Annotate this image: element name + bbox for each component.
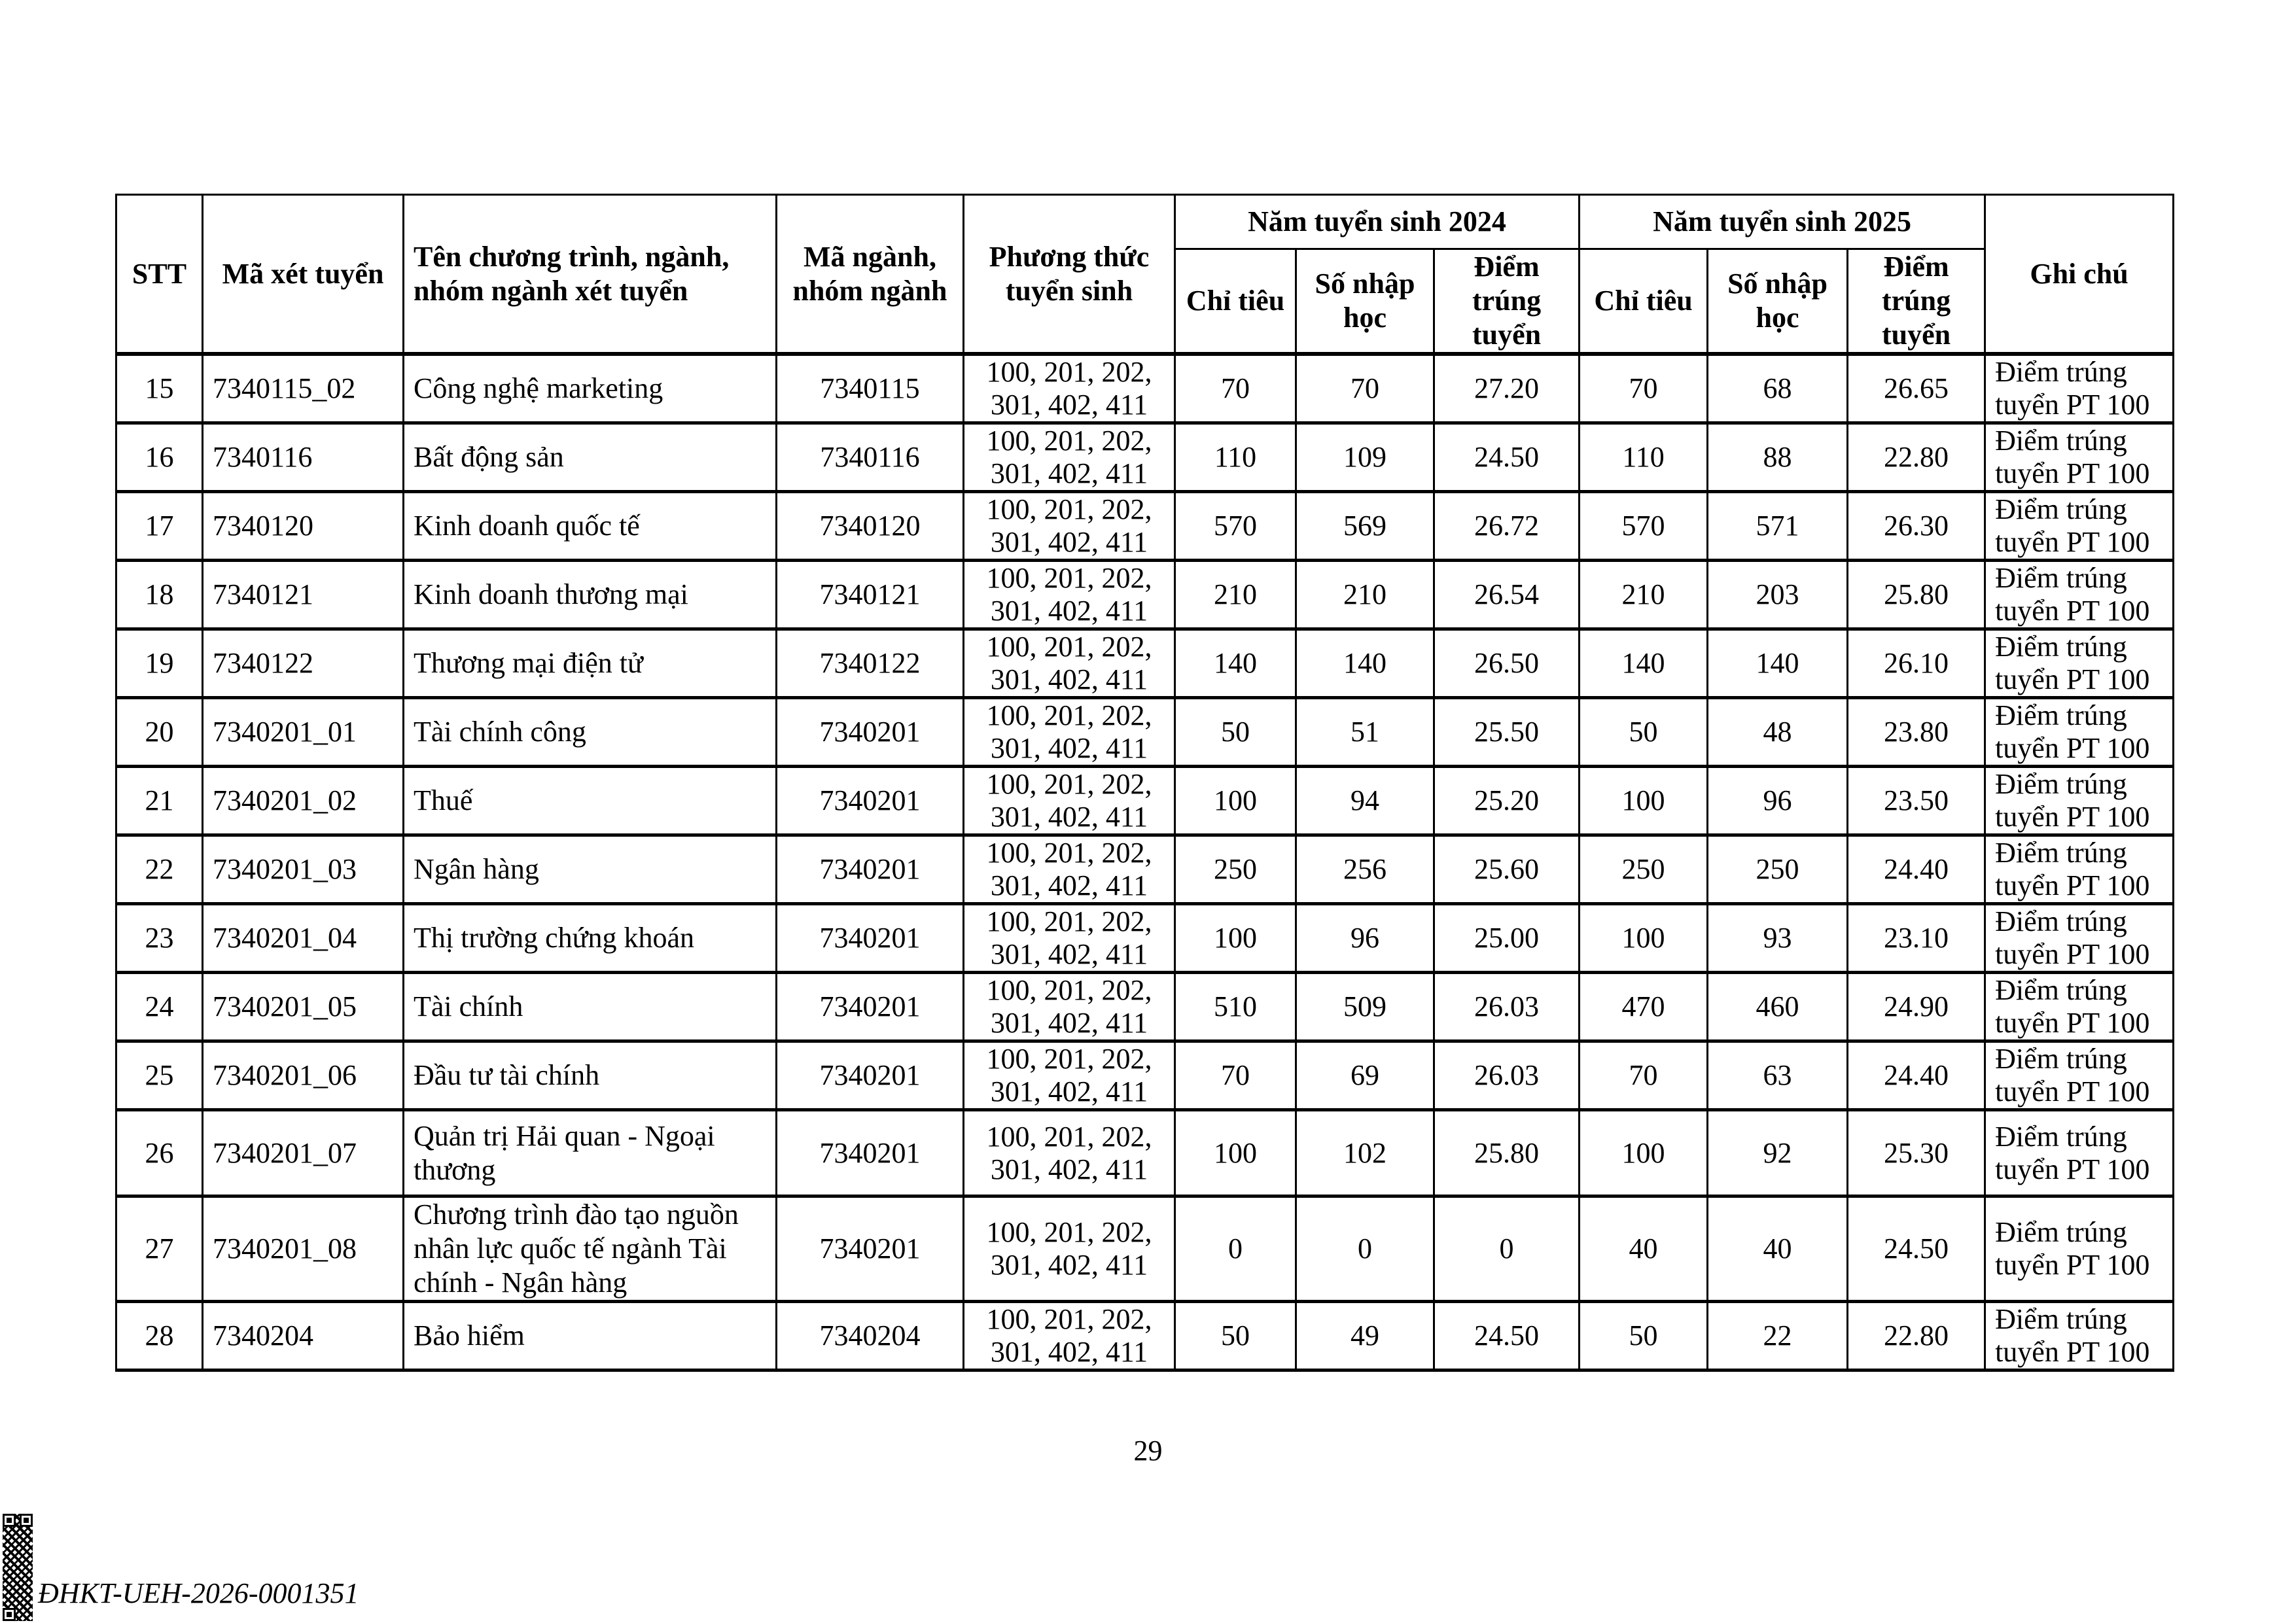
table-row — [116, 1196, 2174, 1302]
cell-phuong-thuc: 100, 201, 202, 301, 402, 411 — [964, 973, 1175, 1041]
table-row — [116, 973, 2174, 1041]
cell-ma-xet-tuyen: 7340121 — [203, 561, 404, 629]
table-body — [116, 354, 2174, 1370]
cell-stt: 19 — [116, 629, 203, 698]
cell-ghi-chu: Điểm trúng tuyển PT 100 — [1985, 354, 2174, 423]
cell-stt: 26 — [116, 1110, 203, 1196]
cell-chi-tieu-2024: 100 — [1175, 1110, 1296, 1196]
header-year-2024: Năm tuyển sinh 2024 — [1175, 195, 1580, 249]
cell-so-nhap-hoc-2025: 40 — [1708, 1196, 1848, 1302]
cell-stt: 23 — [116, 904, 203, 973]
cell-diem-2024: 25.20 — [1434, 767, 1580, 835]
cell-ma-xet-tuyen: 7340201_06 — [203, 1041, 404, 1110]
cell-chi-tieu-2024: 100 — [1175, 904, 1296, 973]
cell-so-nhap-hoc-2024: 256 — [1296, 835, 1434, 904]
cell-phuong-thuc: 100, 201, 202, 301, 402, 411 — [964, 1041, 1175, 1110]
cell-so-nhap-hoc-2024: 69 — [1296, 1041, 1434, 1110]
header-stt: STT — [116, 195, 203, 355]
cell-chi-tieu-2025: 40 — [1580, 1196, 1708, 1302]
table-row — [116, 423, 2174, 492]
cell-ghi-chu: Điểm trúng tuyển PT 100 — [1985, 1041, 2174, 1110]
cell-so-nhap-hoc-2024: 509 — [1296, 973, 1434, 1041]
cell-ma-nganh: 7340116 — [777, 423, 964, 492]
cell-diem-2025: 23.10 — [1848, 904, 1985, 973]
table-row — [116, 629, 2174, 698]
header-so-nhap-hoc-2024: Số nhập học — [1296, 249, 1434, 355]
cell-stt: 16 — [116, 423, 203, 492]
cell-ma-nganh: 7340120 — [777, 492, 964, 561]
cell-so-nhap-hoc-2024: 0 — [1296, 1196, 1434, 1302]
cell-ten-chuong-trinh: Tài chính — [404, 973, 777, 1041]
cell-so-nhap-hoc-2025: 48 — [1708, 698, 1848, 767]
cell-ma-nganh: 7340201 — [777, 973, 964, 1041]
cell-stt: 25 — [116, 1041, 203, 1110]
cell-so-nhap-hoc-2025: 203 — [1708, 561, 1848, 629]
cell-phuong-thuc: 100, 201, 202, 301, 402, 411 — [964, 1302, 1175, 1370]
table-row — [116, 354, 2174, 423]
cell-chi-tieu-2025: 50 — [1580, 1302, 1708, 1370]
cell-ten-chuong-trinh: Bất động sản — [404, 423, 777, 492]
admissions-table — [115, 194, 2174, 1372]
cell-chi-tieu-2025: 100 — [1580, 767, 1708, 835]
cell-so-nhap-hoc-2025: 93 — [1708, 904, 1848, 973]
cell-so-nhap-hoc-2024: 569 — [1296, 492, 1434, 561]
header-phuong-thuc: Phương thức tuyển sinh — [964, 195, 1175, 355]
cell-stt: 22 — [116, 835, 203, 904]
cell-chi-tieu-2025: 210 — [1580, 561, 1708, 629]
cell-ma-nganh: 7340201 — [777, 904, 964, 973]
cell-diem-2024: 24.50 — [1434, 423, 1580, 492]
cell-diem-2025: 23.80 — [1848, 698, 1985, 767]
cell-ghi-chu: Điểm trúng tuyển PT 100 — [1985, 629, 2174, 698]
qr-code-icon — [3, 1514, 33, 1621]
table-row — [116, 492, 2174, 561]
cell-ghi-chu: Điểm trúng tuyển PT 100 — [1985, 1302, 2174, 1370]
cell-so-nhap-hoc-2025: 250 — [1708, 835, 1848, 904]
cell-ma-xet-tuyen: 7340120 — [203, 492, 404, 561]
table-row — [116, 835, 2174, 904]
table-row — [116, 904, 2174, 973]
cell-phuong-thuc: 100, 201, 202, 301, 402, 411 — [964, 1110, 1175, 1196]
cell-chi-tieu-2025: 110 — [1580, 423, 1708, 492]
cell-ghi-chu: Điểm trúng tuyển PT 100 — [1985, 561, 2174, 629]
cell-phuong-thuc: 100, 201, 202, 301, 402, 411 — [964, 904, 1175, 973]
cell-stt: 24 — [116, 973, 203, 1041]
header-ghi-chu: Ghi chú — [1985, 195, 2174, 355]
cell-ten-chuong-trinh: Thị trường chứng khoán — [404, 904, 777, 973]
cell-ma-xet-tuyen: 7340201_02 — [203, 767, 404, 835]
cell-chi-tieu-2024: 140 — [1175, 629, 1296, 698]
cell-diem-2025: 24.40 — [1848, 835, 1985, 904]
cell-ma-xet-tuyen: 7340201_04 — [203, 904, 404, 973]
cell-so-nhap-hoc-2024: 109 — [1296, 423, 1434, 492]
cell-ma-nganh: 7340122 — [777, 629, 964, 698]
cell-so-nhap-hoc-2025: 460 — [1708, 973, 1848, 1041]
cell-diem-2025: 22.80 — [1848, 1302, 1985, 1370]
cell-ghi-chu: Điểm trúng tuyển PT 100 — [1985, 698, 2174, 767]
cell-diem-2025: 26.65 — [1848, 354, 1985, 423]
header-diem-trung-tuyen-2025: Điểm trúng tuyển — [1848, 249, 1985, 355]
cell-chi-tieu-2025: 570 — [1580, 492, 1708, 561]
cell-chi-tieu-2025: 140 — [1580, 629, 1708, 698]
cell-chi-tieu-2025: 50 — [1580, 698, 1708, 767]
cell-so-nhap-hoc-2024: 102 — [1296, 1110, 1434, 1196]
cell-ghi-chu: Điểm trúng tuyển PT 100 — [1985, 767, 2174, 835]
cell-diem-2025: 25.80 — [1848, 561, 1985, 629]
cell-chi-tieu-2025: 100 — [1580, 1110, 1708, 1196]
cell-diem-2024: 26.72 — [1434, 492, 1580, 561]
cell-phuong-thuc: 100, 201, 202, 301, 402, 411 — [964, 767, 1175, 835]
cell-so-nhap-hoc-2024: 94 — [1296, 767, 1434, 835]
cell-ghi-chu: Điểm trúng tuyển PT 100 — [1985, 973, 2174, 1041]
qr-finder-pattern-icon — [20, 1514, 33, 1527]
cell-chi-tieu-2025: 470 — [1580, 973, 1708, 1041]
cell-chi-tieu-2024: 100 — [1175, 767, 1296, 835]
cell-diem-2024: 26.03 — [1434, 973, 1580, 1041]
cell-so-nhap-hoc-2024: 140 — [1296, 629, 1434, 698]
cell-ma-nganh: 7340201 — [777, 1196, 964, 1302]
cell-ghi-chu: Điểm trúng tuyển PT 100 — [1985, 904, 2174, 973]
cell-ten-chuong-trinh: Ngân hàng — [404, 835, 777, 904]
cell-so-nhap-hoc-2025: 68 — [1708, 354, 1848, 423]
cell-ma-xet-tuyen: 7340204 — [203, 1302, 404, 1370]
cell-stt: 18 — [116, 561, 203, 629]
cell-diem-2025: 25.30 — [1848, 1110, 1985, 1196]
page-number: 29 — [1133, 1435, 1163, 1467]
cell-diem-2024: 26.54 — [1434, 561, 1580, 629]
cell-stt: 15 — [116, 354, 203, 423]
cell-diem-2024: 26.03 — [1434, 1041, 1580, 1110]
cell-ten-chuong-trinh: Kinh doanh thương mại — [404, 561, 777, 629]
cell-chi-tieu-2025: 70 — [1580, 354, 1708, 423]
cell-so-nhap-hoc-2025: 22 — [1708, 1302, 1848, 1370]
cell-ma-xet-tuyen: 7340116 — [203, 423, 404, 492]
cell-chi-tieu-2025: 250 — [1580, 835, 1708, 904]
table-row — [116, 561, 2174, 629]
cell-phuong-thuc: 100, 201, 202, 301, 402, 411 — [964, 354, 1175, 423]
cell-diem-2024: 25.80 — [1434, 1110, 1580, 1196]
cell-so-nhap-hoc-2025: 63 — [1708, 1041, 1848, 1110]
cell-ten-chuong-trinh: Bảo hiểm — [404, 1302, 777, 1370]
header-diem-trung-tuyen-2024: Điểm trúng tuyển — [1434, 249, 1580, 355]
cell-diem-2025: 24.50 — [1848, 1196, 1985, 1302]
cell-ten-chuong-trinh: Thương mại điện tử — [404, 629, 777, 698]
cell-chi-tieu-2024: 50 — [1175, 1302, 1296, 1370]
cell-diem-2025: 26.10 — [1848, 629, 1985, 698]
table-row — [116, 698, 2174, 767]
cell-ten-chuong-trinh: Đầu tư tài chính — [404, 1041, 777, 1110]
cell-ma-xet-tuyen: 7340115_02 — [203, 354, 404, 423]
cell-ten-chuong-trinh: Công nghệ marketing — [404, 354, 777, 423]
cell-phuong-thuc: 100, 201, 202, 301, 402, 411 — [964, 492, 1175, 561]
cell-so-nhap-hoc-2025: 571 — [1708, 492, 1848, 561]
cell-diem-2024: 26.50 — [1434, 629, 1580, 698]
cell-chi-tieu-2024: 50 — [1175, 698, 1296, 767]
cell-stt: 20 — [116, 698, 203, 767]
header-so-nhap-hoc-2025: Số nhập học — [1708, 249, 1848, 355]
cell-so-nhap-hoc-2024: 96 — [1296, 904, 1434, 973]
cell-diem-2025: 24.90 — [1848, 973, 1985, 1041]
cell-ten-chuong-trinh: Chương trình đào tạo nguồn nhân lực quốc tế ngành Tài chính - Ngân hàng — [404, 1196, 777, 1302]
document-code: ĐHKT-UEH-2026-0001351 — [38, 1577, 359, 1609]
cell-diem-2024: 0 — [1434, 1196, 1580, 1302]
cell-stt: 28 — [116, 1302, 203, 1370]
cell-ma-nganh: 7340201 — [777, 698, 964, 767]
cell-so-nhap-hoc-2025: 92 — [1708, 1110, 1848, 1196]
cell-diem-2025: 24.40 — [1848, 1041, 1985, 1110]
header-year-2025: Năm tuyển sinh 2025 — [1580, 195, 1985, 249]
cell-phuong-thuc: 100, 201, 202, 301, 402, 411 — [964, 1196, 1175, 1302]
cell-so-nhap-hoc-2024: 210 — [1296, 561, 1434, 629]
table-row — [116, 1110, 2174, 1196]
cell-ghi-chu: Điểm trúng tuyển PT 100 — [1985, 492, 2174, 561]
qr-finder-pattern-icon — [3, 1608, 16, 1621]
cell-diem-2024: 24.50 — [1434, 1302, 1580, 1370]
cell-ma-xet-tuyen: 7340201_01 — [203, 698, 404, 767]
cell-ma-xet-tuyen: 7340201_08 — [203, 1196, 404, 1302]
cell-chi-tieu-2024: 570 — [1175, 492, 1296, 561]
cell-chi-tieu-2024: 70 — [1175, 1041, 1296, 1110]
cell-diem-2024: 25.60 — [1434, 835, 1580, 904]
cell-ghi-chu: Điểm trúng tuyển PT 100 — [1985, 423, 2174, 492]
cell-stt: 17 — [116, 492, 203, 561]
cell-ma-xet-tuyen: 7340201_03 — [203, 835, 404, 904]
cell-ma-xet-tuyen: 7340122 — [203, 629, 404, 698]
cell-phuong-thuc: 100, 201, 202, 301, 402, 411 — [964, 561, 1175, 629]
qr-finder-pattern-icon — [3, 1514, 16, 1527]
header-ten-chuong-trinh: Tên chương trình, ngành, nhóm ngành xét tuyển — [404, 195, 777, 355]
cell-so-nhap-hoc-2024: 49 — [1296, 1302, 1434, 1370]
cell-ma-nganh: 7340201 — [777, 1041, 964, 1110]
cell-ten-chuong-trinh: Kinh doanh quốc tế — [404, 492, 777, 561]
cell-ten-chuong-trinh: Tài chính công — [404, 698, 777, 767]
cell-chi-tieu-2024: 250 — [1175, 835, 1296, 904]
cell-ma-nganh: 7340115 — [777, 354, 964, 423]
cell-stt: 21 — [116, 767, 203, 835]
cell-so-nhap-hoc-2025: 88 — [1708, 423, 1848, 492]
cell-chi-tieu-2025: 100 — [1580, 904, 1708, 973]
cell-diem-2024: 27.20 — [1434, 354, 1580, 423]
cell-diem-2024: 25.50 — [1434, 698, 1580, 767]
table-row — [116, 1041, 2174, 1110]
cell-diem-2024: 25.00 — [1434, 904, 1580, 973]
table-row — [116, 1302, 2174, 1370]
cell-stt: 27 — [116, 1196, 203, 1302]
cell-ma-xet-tuyen: 7340201_05 — [203, 973, 404, 1041]
cell-chi-tieu-2025: 70 — [1580, 1041, 1708, 1110]
cell-phuong-thuc: 100, 201, 202, 301, 402, 411 — [964, 629, 1175, 698]
table-header — [116, 195, 2174, 355]
cell-phuong-thuc: 100, 201, 202, 301, 402, 411 — [964, 698, 1175, 767]
cell-ma-nganh: 7340121 — [777, 561, 964, 629]
cell-chi-tieu-2024: 510 — [1175, 973, 1296, 1041]
cell-so-nhap-hoc-2024: 51 — [1296, 698, 1434, 767]
cell-ma-nganh: 7340204 — [777, 1302, 964, 1370]
header-ma-nganh: Mã ngành, nhóm ngành — [777, 195, 964, 355]
cell-diem-2025: 23.50 — [1848, 767, 1985, 835]
header-ma-xet-tuyen: Mã xét tuyển — [203, 195, 404, 355]
cell-ten-chuong-trinh: Quản trị Hải quan - Ngoại thương — [404, 1110, 777, 1196]
cell-so-nhap-hoc-2025: 96 — [1708, 767, 1848, 835]
cell-chi-tieu-2024: 70 — [1175, 354, 1296, 423]
table-row — [116, 767, 2174, 835]
cell-ma-xet-tuyen: 7340201_07 — [203, 1110, 404, 1196]
cell-ghi-chu: Điểm trúng tuyển PT 100 — [1985, 1196, 2174, 1302]
cell-chi-tieu-2024: 110 — [1175, 423, 1296, 492]
cell-ghi-chu: Điểm trúng tuyển PT 100 — [1985, 835, 2174, 904]
cell-so-nhap-hoc-2024: 70 — [1296, 354, 1434, 423]
cell-diem-2025: 26.30 — [1848, 492, 1985, 561]
header-chi-tieu-2025: Chỉ tiêu — [1580, 249, 1708, 355]
cell-phuong-thuc: 100, 201, 202, 301, 402, 411 — [964, 423, 1175, 492]
cell-phuong-thuc: 100, 201, 202, 301, 402, 411 — [964, 835, 1175, 904]
cell-chi-tieu-2024: 210 — [1175, 561, 1296, 629]
cell-so-nhap-hoc-2025: 140 — [1708, 629, 1848, 698]
cell-ghi-chu: Điểm trúng tuyển PT 100 — [1985, 1110, 2174, 1196]
header-chi-tieu-2024: Chỉ tiêu — [1175, 249, 1296, 355]
cell-ma-nganh: 7340201 — [777, 835, 964, 904]
cell-ma-nganh: 7340201 — [777, 1110, 964, 1196]
cell-chi-tieu-2024: 0 — [1175, 1196, 1296, 1302]
cell-ten-chuong-trinh: Thuế — [404, 767, 777, 835]
cell-diem-2025: 22.80 — [1848, 423, 1985, 492]
cell-ma-nganh: 7340201 — [777, 767, 964, 835]
